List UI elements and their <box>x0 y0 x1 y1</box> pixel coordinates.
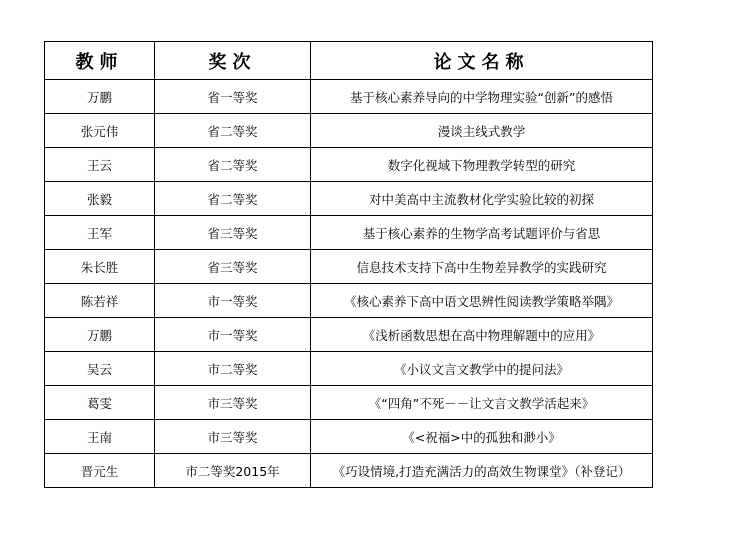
teacher-cell: 陈若祥 <box>45 284 155 318</box>
paper-title-cell: 基于核心素养导向的中学物理实验“创新”的感悟 <box>311 80 653 114</box>
table-row <box>45 318 653 352</box>
paper-title-cell: 信息技术支持下高中生物差异教学的实践研究 <box>311 250 653 284</box>
header-award: 奖次 <box>155 42 311 80</box>
paper-title-cell: 《<祝福>中的孤独和渺小》 <box>311 420 653 454</box>
teacher-cell: 张元伟 <box>45 114 155 148</box>
paper-title-cell: 《浅析函数思想在高中物理解题中的应用》 <box>311 318 653 352</box>
table-row <box>45 148 653 182</box>
table-row <box>45 420 653 454</box>
table-header-row <box>45 42 653 80</box>
table-row <box>45 284 653 318</box>
table-row <box>45 250 653 284</box>
table-row <box>45 114 653 148</box>
paper-title-cell: 漫谈主线式教学 <box>311 114 653 148</box>
teacher-cell: 万鹏 <box>45 318 155 352</box>
teacher-cell: 王军 <box>45 216 155 250</box>
teacher-cell: 王云 <box>45 148 155 182</box>
award-cell: 市一等奖 <box>155 318 311 352</box>
teacher-cell: 张毅 <box>45 182 155 216</box>
paper-title-cell: 对中美高中主流教材化学实验比较的初探 <box>311 182 653 216</box>
table-row <box>45 386 653 420</box>
paper-title-cell: 《小议文言文教学中的提问法》 <box>311 352 653 386</box>
awards-table <box>44 41 653 488</box>
paper-title-cell: 数字化视域下物理教学转型的研究 <box>311 148 653 182</box>
table-row <box>45 352 653 386</box>
table-row <box>45 454 653 488</box>
award-cell: 省二等奖 <box>155 148 311 182</box>
award-cell: 省二等奖 <box>155 182 311 216</box>
header-paper-title: 论文名称 <box>311 42 653 80</box>
award-cell: 市三等奖 <box>155 420 311 454</box>
table-row <box>45 80 653 114</box>
table-row <box>45 182 653 216</box>
paper-title-cell: 《“四角”不死－－让文言文教学活起来》 <box>311 386 653 420</box>
paper-title-cell: 《核心素养下高中语文思辨性阅读教学策略举隅》 <box>311 284 653 318</box>
award-cell: 省三等奖 <box>155 216 311 250</box>
award-cell: 省一等奖 <box>155 80 311 114</box>
teacher-cell: 万鹏 <box>45 80 155 114</box>
table-row <box>45 216 653 250</box>
award-cell: 市一等奖 <box>155 284 311 318</box>
award-cell: 省三等奖 <box>155 250 311 284</box>
award-cell: 市二等奖 <box>155 352 311 386</box>
paper-title-cell: 基于核心素养的生物学高考试题评价与省思 <box>311 216 653 250</box>
teacher-cell: 晋元生 <box>45 454 155 488</box>
award-cell: 市三等奖 <box>155 386 311 420</box>
award-cell: 市二等奖2015年 <box>155 454 311 488</box>
teacher-cell: 葛雯 <box>45 386 155 420</box>
award-cell: 省二等奖 <box>155 114 311 148</box>
teacher-cell: 吴云 <box>45 352 155 386</box>
teacher-cell: 王南 <box>45 420 155 454</box>
header-teacher: 教师 <box>45 42 155 80</box>
paper-title-cell: 《巧设情境,打造充满活力的高效生物课堂》（补登记） <box>311 454 653 488</box>
teacher-cell: 朱长胜 <box>45 250 155 284</box>
